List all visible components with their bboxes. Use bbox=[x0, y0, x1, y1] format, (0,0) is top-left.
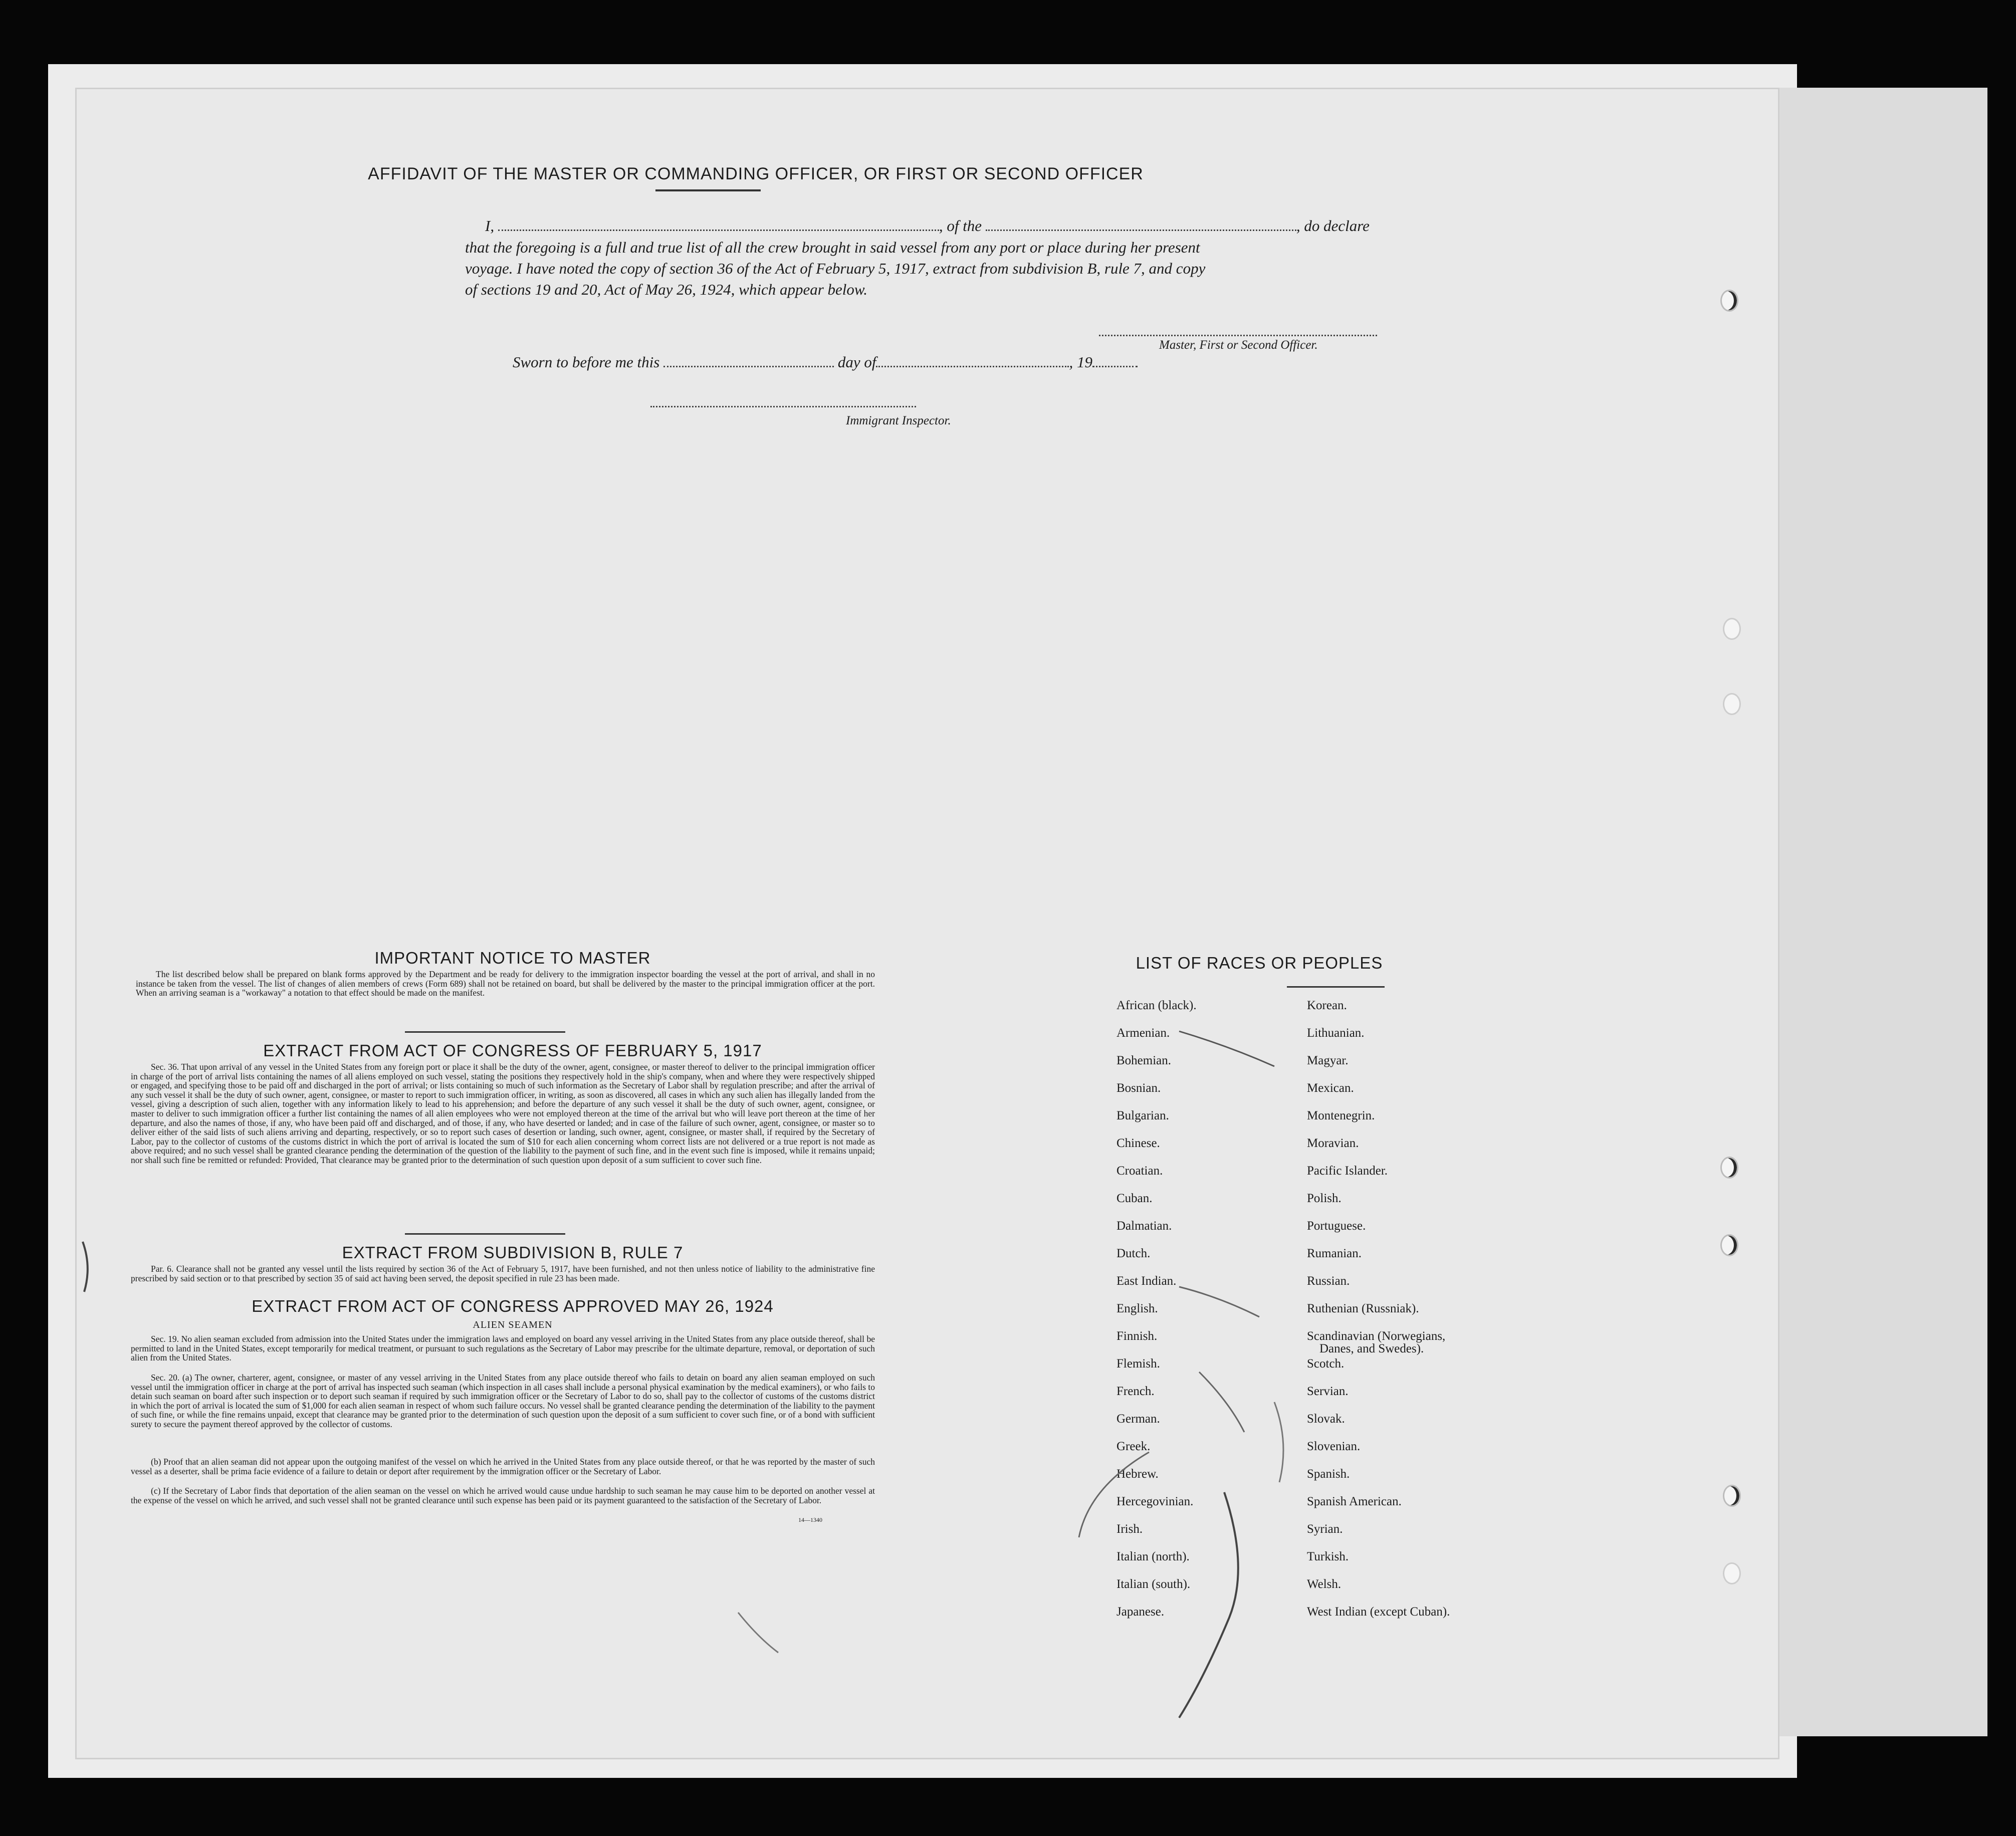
race-item: Mexican. bbox=[1307, 1081, 1354, 1095]
race-item: Bosnian. bbox=[1116, 1081, 1161, 1095]
race-item: Scandinavian (Norwegians, bbox=[1307, 1329, 1446, 1343]
race-item: Dalmatian. bbox=[1116, 1219, 1172, 1233]
race-item: Lithuanian. bbox=[1307, 1026, 1365, 1040]
pen-marks bbox=[77, 89, 1778, 1758]
affidavit-line-3: voyage. I have noted the copy of section 36 of the Act of February 5, 1917, extract from subdivision B, rule 7, and copy bbox=[465, 260, 1206, 277]
race-item: Bulgarian. bbox=[1116, 1109, 1169, 1122]
notice-text: The list described below shall be prepared on blank forms approved by the Department and be ready for delivery to the immigration inspector boarding the vessel at the port of arrival, and shall in no instance be taken from the vessel. The list of changes of alien members of crews (Form 689) shall not be retained on board, but shall be delivered by the master to the principal immigration officer at the port. When an arriving seaman is a "workaway" a notation to that effect should be made on the manifest. bbox=[136, 969, 875, 998]
subdivision-text: Par. 6. Clearance shall not be granted any vessel until the lists required by section 36 of the Act of February 5, 1917, have been furnished, and not then unless notice of liability to the administrative fine prescribed by said section or to that prescribed by section 35 of said act having been served, the deposit specified in rule 23 has been made. bbox=[131, 1264, 875, 1283]
section-20a-text: Sec. 20. (a) The owner, charterer, agent, consignee, or master of any vessel arriving in the United States from any place outside thereof who fails to detain on board any alien seaman employed on such vessel until the immigration officer in charge at the port of arrival has inspected such seaman (which inspection in all cases shall include a personal physical examination by the medical examiners), or who fails to detain such seaman on board after such inspection or to deport such seaman if required by such immigration officer or the Secretary of Labor to do so, shall pay to the collector of customs of the customs district in which the port of arrival is located the sum of $1,000 for each alien seaman in respect of whom such failure occurs. No vessel shall be granted clearance pending the determination of the liability to the payment of such fine, or while the fine remains unpaid, except that clearance may be granted prior to the determination of such question upon the deposit of a sum sufficient to cover such fine, or of a bond with sufficient surety to secure the payment thereof approved by the collector of customs. bbox=[131, 1372, 875, 1429]
inspector-caption: Immigrant Inspector. bbox=[846, 414, 951, 427]
binder-hole bbox=[1723, 1485, 1741, 1507]
form-number: 14—1340 bbox=[798, 1516, 822, 1523]
race-item: Italian (north). bbox=[1116, 1550, 1190, 1563]
binder-hole bbox=[1720, 1234, 1738, 1256]
race-item: Pacific Islander. bbox=[1307, 1164, 1388, 1178]
race-item: Spanish. bbox=[1307, 1467, 1350, 1481]
race-item: Moravian. bbox=[1307, 1136, 1359, 1150]
races-title: LIST OF RACES OR PEOPLES bbox=[1136, 954, 1383, 972]
race-item: Scotch. bbox=[1307, 1357, 1345, 1370]
extract-1924-title: EXTRACT FROM ACT OF CONGRESS APPROVED MAY 26, 1924 bbox=[252, 1297, 774, 1315]
race-item: Korean. bbox=[1307, 999, 1347, 1012]
race-item: Rumanian. bbox=[1307, 1247, 1362, 1260]
race-item: Chinese. bbox=[1116, 1136, 1160, 1150]
race-item: Greek. bbox=[1116, 1440, 1151, 1453]
race-item: Croatian. bbox=[1116, 1164, 1163, 1178]
race-item: English. bbox=[1116, 1302, 1158, 1315]
extract-1924-subtitle: ALIEN SEAMEN bbox=[473, 1319, 553, 1330]
race-item: Armenian. bbox=[1116, 1026, 1170, 1040]
sworn-year: , 19 bbox=[1069, 353, 1092, 371]
binder-hole bbox=[1720, 290, 1738, 312]
race-item: East Indian. bbox=[1116, 1274, 1177, 1288]
subdivision-title: EXTRACT FROM SUBDIVISION B, RULE 7 bbox=[342, 1243, 684, 1262]
affidavit-line-2: that the foregoing is a full and true list of all the crew brought in said vessel from any port or place during her present bbox=[465, 239, 1200, 256]
binder-hole bbox=[1723, 1562, 1741, 1584]
race-item: Dutch. bbox=[1116, 1247, 1151, 1260]
race-item: Servian. bbox=[1307, 1385, 1349, 1398]
race-item: Slovenian. bbox=[1307, 1440, 1361, 1453]
race-item: German. bbox=[1116, 1412, 1160, 1426]
race-item: Magyar. bbox=[1307, 1054, 1349, 1067]
sworn-day-of: day of bbox=[837, 353, 876, 371]
affidavit-of-the: , of the bbox=[939, 217, 982, 235]
race-item: Irish. bbox=[1116, 1522, 1143, 1536]
race-item: French. bbox=[1116, 1385, 1155, 1398]
race-item: Finnish. bbox=[1116, 1329, 1158, 1343]
race-item: Japanese. bbox=[1116, 1605, 1165, 1619]
binder-hole bbox=[1720, 1157, 1738, 1179]
section-20b-text: (b) Proof that an alien seaman did not appear upon the outgoing manifest of the vessel on which he arrived in the United States from any place outside thereof, or that he was reported by the master of such vessel as a deserter, shall be prima facie evidence of a failure to detain or deport after requirement by the immigration officer or the Secretary of Labor. bbox=[131, 1457, 875, 1476]
race-item: Italian (south). bbox=[1116, 1577, 1191, 1591]
affidavit-declare: , do declare bbox=[1296, 217, 1370, 235]
race-item: Hebrew. bbox=[1116, 1467, 1159, 1481]
extract-1917-text: Sec. 36. That upon arrival of any vessel in the United States from any foreign port or place it shall be the duty of the owner, agent, consignee, or master thereof to deliver to the principal immigration officer in charge of the port of arrival lists containing the names of all aliens employed on such vessel, stating the positions they respectively hold in the ship's company, when and where they were respectively shipped or engaged, and specifying those to be paid off and discharged in the port of arrival; or lists containing so much of such information as the Secretary of Labor shall by regulation prescribe; and after the arrival of any such vessel it shall be the duty of such owner, agent, consignee, or master to report to such immigration officer, in writing, as soon as discovered, all cases in which any such alien has illegally landed from the vessel, giving a description of such alien, together with any information likely to lead to his apprehension; and before the departure of any such vessel it shall be the duty of such owner, agent, consignee, or master to deliver to such immigration officer a further list containing the names of all alien employees who were not employed thereon at the time of the arrival but who will leave port thereon at the time of her departure, and also the names of those, if any, who have been paid off and discharged, and of those, if any, who have deserted or landed; and in case of the failure of such owner, agent, consignee, or master so to deliver either of the said lists of such aliens arriving and departing, respectively, or so to report such cases of desertion or landing, such owner, agent, consignee, or master shall, if required by the Secretary of Labor, pay to the collector of customs of the customs district in which the port of arrival is located the sum of $10 for each alien concerning whom correct lists are not delivered or a true report is not made as above required; and no such vessel shall be granted clearance pending the determination of the question of the liability to the payment of such fine, and in the event such fine is imposed, while it remains unpaid; nor shall such fine be remitted or refunded: Provided, That clearance may be granted prior to the determination of such question upon deposit of a sum sufficient to cover such fine. bbox=[131, 1062, 875, 1165]
race-item: Cuban. bbox=[1116, 1192, 1153, 1205]
sworn-prefix: Sworn to before me this bbox=[513, 353, 660, 371]
section-19-text: Sec. 19. No alien seaman excluded from admission into the United States under the immigration laws and employed on board any vessel arriving in the United States from any place outside thereof, shall be permitted to land in the United States, except temporarily for medical treatment, or pursuant to such regulations as the Secretary of Labor may prescribe for the ultimate departure, removal, or deportation of such alien from the United States. bbox=[131, 1334, 875, 1363]
manifest-sheet bbox=[75, 88, 1779, 1759]
race-item: Hercegovinian. bbox=[1116, 1495, 1194, 1508]
race-item: Syrian. bbox=[1307, 1522, 1343, 1536]
race-item: Bohemian. bbox=[1116, 1054, 1172, 1067]
notice-title: IMPORTANT NOTICE TO MASTER bbox=[374, 949, 651, 967]
binder-hole bbox=[1723, 693, 1741, 715]
race-item: Slovak. bbox=[1307, 1412, 1345, 1426]
section-20c-text: (c) If the Secretary of Labor finds that deportation of the alien seaman on the vessel on which he arrived would cause undue hardship to such seaman he may cause him to be deported on another vessel at the expense of the vessel on which he arrived, and such vessel shall not be granted clearance until such expense has been paid or its payment guaranteed to the satisfaction of the Secretary of Labor. bbox=[131, 1486, 875, 1505]
race-item: Russian. bbox=[1307, 1274, 1350, 1288]
extract-1917-title: EXTRACT FROM ACT OF CONGRESS OF FEBRUARY 5, 1917 bbox=[263, 1041, 762, 1060]
race-item: Turkish. bbox=[1307, 1550, 1349, 1563]
race-item: Welsh. bbox=[1307, 1577, 1341, 1591]
race-item: Montenegrin. bbox=[1307, 1109, 1375, 1122]
race-item: Danes, and Swedes). bbox=[1319, 1342, 1424, 1355]
bleed-through-page bbox=[1774, 88, 1987, 1736]
race-item: Portuguese. bbox=[1307, 1219, 1366, 1233]
race-item: African (black). bbox=[1116, 999, 1197, 1012]
affidavit-i: I, bbox=[485, 217, 495, 235]
race-item: Ruthenian (Russniak). bbox=[1307, 1302, 1419, 1315]
race-item: Polish. bbox=[1307, 1192, 1341, 1205]
race-item: Spanish American. bbox=[1307, 1495, 1402, 1508]
master-caption: Master, First or Second Officer. bbox=[1159, 338, 1318, 352]
race-item: West Indian (except Cuban). bbox=[1307, 1605, 1450, 1619]
affidavit-line-4: of sections 19 and 20, Act of May 26, 1924, which appear below. bbox=[465, 281, 868, 298]
affidavit-title: AFFIDAVIT OF THE MASTER OR COMMANDING OFFICER, OR FIRST OR SECOND OFFICER bbox=[368, 164, 1144, 183]
binder-hole bbox=[1723, 618, 1741, 640]
race-item: Flemish. bbox=[1116, 1357, 1160, 1370]
